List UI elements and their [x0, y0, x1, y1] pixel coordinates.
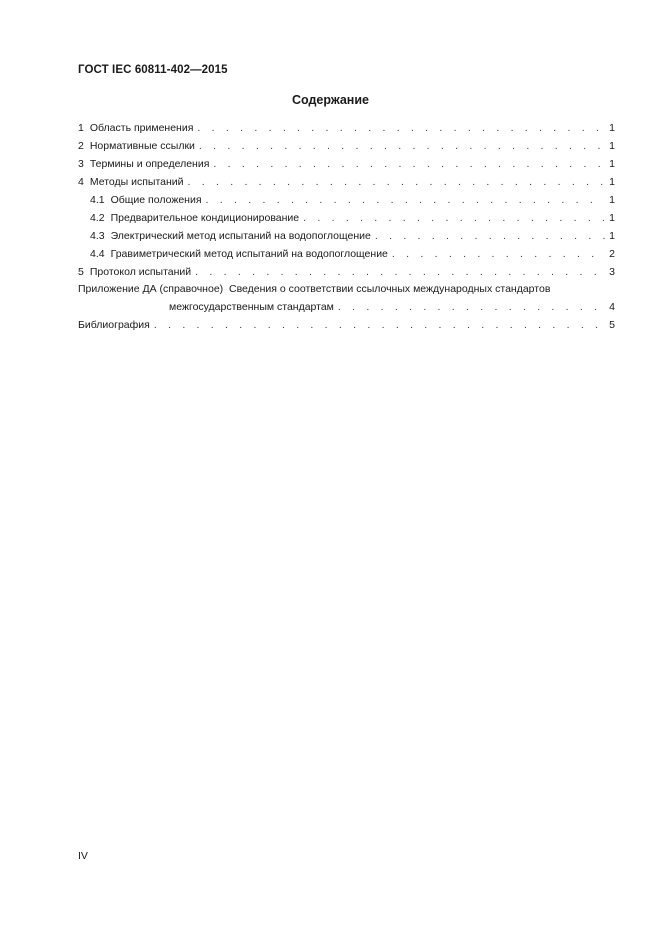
- dot-leader: [206, 191, 605, 209]
- toc-entry-title: Общие положения: [110, 194, 202, 206]
- toc-entry-page: 2: [609, 248, 615, 260]
- toc-entry-appendix[interactable]: [78, 281, 615, 298]
- dot-leader: [213, 155, 605, 173]
- dot-leader: [197, 119, 605, 137]
- toc-entry-test-methods[interactable]: [78, 173, 615, 191]
- toc-title: Содержание: [291, 93, 369, 107]
- toc-entry-number: 4.4: [90, 248, 105, 260]
- dot-leader: [338, 298, 605, 316]
- toc-entry-normative-references[interactable]: [78, 137, 615, 155]
- dot-leader: [195, 263, 605, 281]
- toc-entry-preconditioning[interactable]: [78, 209, 615, 227]
- toc-entry-title: межгосударственным стандартам: [169, 301, 334, 313]
- toc-entry-electrical-method[interactable]: [78, 227, 615, 245]
- dot-leader: [199, 137, 605, 155]
- toc-entry-appendix-continued[interactable]: [78, 298, 615, 316]
- toc-entry-number: 4.3: [90, 230, 105, 242]
- toc-entry-page: 4: [609, 301, 615, 313]
- dot-leader: [392, 245, 605, 263]
- toc-entry-title: Приложение ДА (справочное) Сведения о соответствии ссылочных международных стандартов: [78, 283, 551, 295]
- toc-entry-title: Нормативные ссылки: [89, 140, 195, 152]
- toc-entry-page: 5: [609, 319, 615, 331]
- toc-entry-number: 4: [78, 176, 84, 188]
- toc-entry-page: 1: [609, 230, 615, 242]
- toc-entry-page: 1: [609, 140, 615, 152]
- toc-entry-title: Библиография: [78, 319, 150, 331]
- toc-entry-page: 1: [609, 122, 615, 134]
- toc-entry-number: 2: [78, 140, 84, 152]
- toc-entry-general[interactable]: [78, 191, 615, 209]
- toc-entry-page: 3: [609, 266, 615, 278]
- toc-entry-page: 1: [609, 176, 615, 188]
- toc-entry-number: 4.2: [90, 212, 105, 224]
- toc-entry-title: Предварительное кондиционирование: [110, 212, 300, 224]
- table-of-contents: [78, 119, 615, 334]
- toc-entry-title: Протокол испытаний: [89, 266, 192, 278]
- toc-entry-title: Термины и определения: [89, 158, 210, 170]
- toc-entry-gravimetric-method[interactable]: [78, 245, 615, 263]
- dot-leader: [188, 173, 606, 191]
- toc-entry-number: 3: [78, 158, 84, 170]
- page-number: IV: [78, 850, 88, 862]
- toc-entry-title: Электрический метод испытаний на водопоглощение: [110, 230, 371, 242]
- toc-entry-page: 1: [609, 194, 615, 206]
- toc-entry-number: 5: [78, 266, 84, 278]
- toc-entry-title: Область применения: [89, 122, 194, 134]
- toc-entry-test-report[interactable]: [78, 263, 615, 281]
- toc-entry-page: 1: [609, 212, 615, 224]
- toc-entry-title: Гравиметрический метод испытаний на водопоглощение: [110, 248, 388, 260]
- toc-entry-bibliography[interactable]: [78, 316, 615, 334]
- toc-entry-title: Методы испытаний: [89, 176, 184, 188]
- toc-entry-page: 1: [609, 158, 615, 170]
- dot-leader: [375, 227, 605, 245]
- document-header: ГОСТ IEC 60811-402—2015: [78, 64, 228, 76]
- dot-leader: [303, 209, 605, 227]
- toc-entry-terms[interactable]: [78, 155, 615, 173]
- toc-entry-number: 1: [78, 122, 84, 134]
- dot-leader: [154, 316, 605, 334]
- toc-entry-scope[interactable]: [78, 119, 615, 137]
- toc-entry-number: 4.1: [90, 194, 105, 206]
